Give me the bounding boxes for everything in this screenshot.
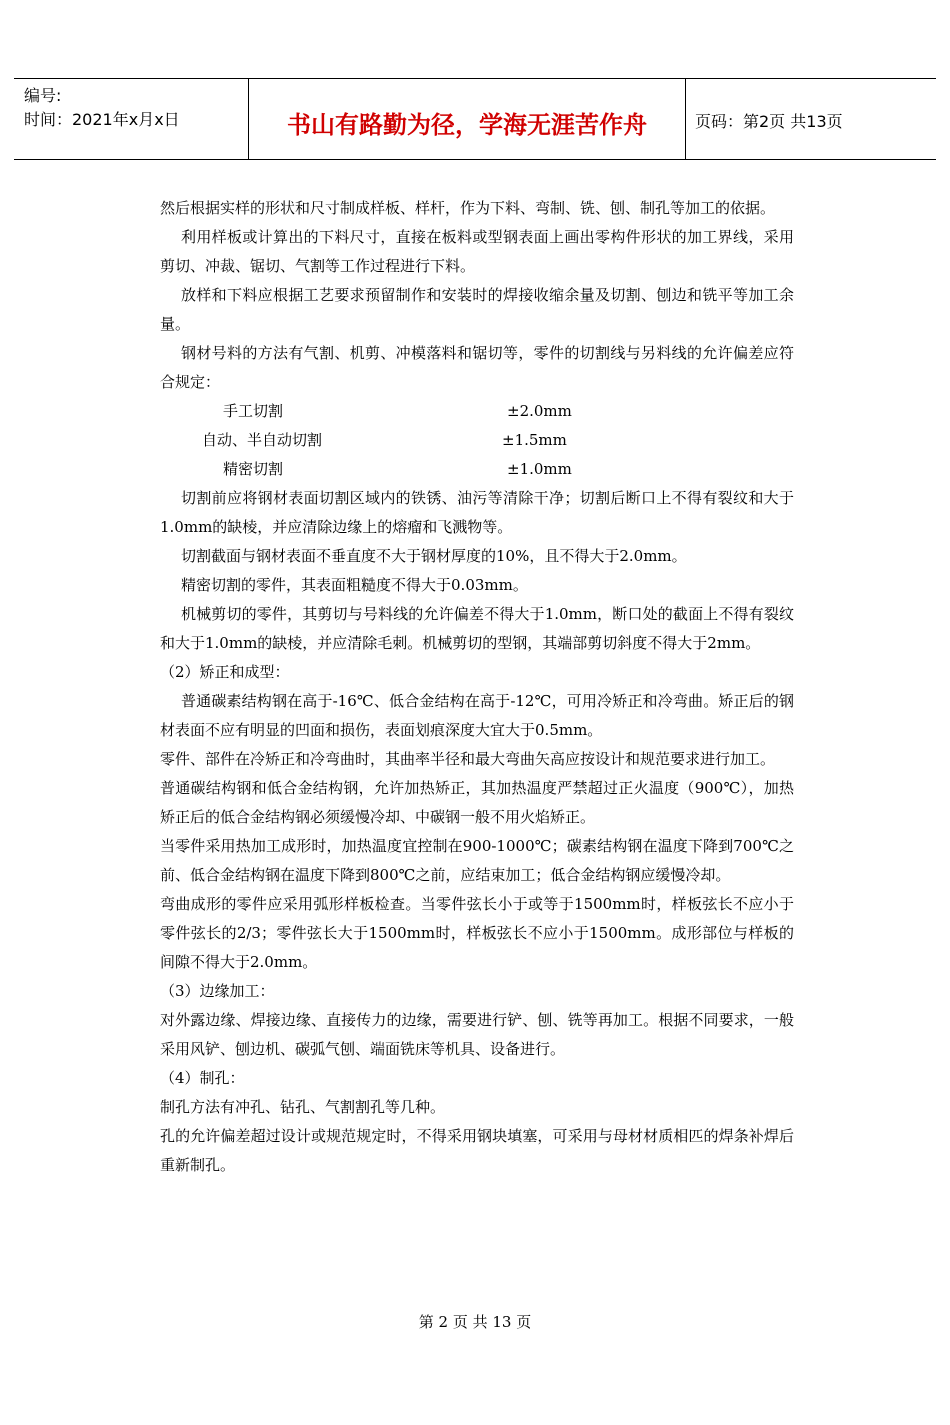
- paragraph: 利用样板或计算出的下料尺寸，直接在板料或型钢表面上画出零构件形状的加工界线，采用剪切、冲裁、锯切、气割等工作过程进行下料。: [160, 228, 794, 275]
- header-meta-cell: [14, 79, 248, 159]
- header-page-info: 页码：第2页 共13页: [695, 112, 843, 131]
- tolerance-name: 自动、半自动切割: [202, 431, 323, 449]
- section-heading: （2）矫正和成型：: [160, 663, 290, 681]
- section-heading: （4）制孔：: [160, 1069, 245, 1087]
- paragraph: 放样和下料应根据工艺要求预留制作和安装时的焊接收缩余量及切割、刨边和铣平等加工余量。: [160, 286, 794, 333]
- page-footer: 第 2 页 共 13 页: [418, 1313, 532, 1331]
- tolerance-name: 手工切割: [223, 402, 284, 420]
- tolerance-row: [160, 455, 794, 484]
- paragraph: 弯曲成形的零件应采用弧形样板检查。当零件弦长小于或等于1500mm时，样板弦长不应小于零件弦长的2/3；零件弦长大于1500mm时，样板弦长不应小于1500mm。成形部位与样板的间隙不得大于2.0mm。: [160, 895, 795, 971]
- paragraph: 普通碳素结构钢在高于-16℃、低合金结构在高于-12℃，可用冷矫正和冷弯曲。矫正后的钢材表面不应有明显的凹面和损伤，表面划痕深度大宜大于0.5mm。: [160, 692, 794, 739]
- paragraph: 精密切割的零件，其表面粗糙度不得大于0.03mm。: [181, 576, 528, 594]
- paragraph: 机械剪切的零件，其剪切与号料线的允许偏差不得大于1.0mm，断口处的截面上不得有裂纹和大于1.0mm的缺棱，并应清除毛刺。机械剪切的型钢，其端部剪切斜度不得大于2mm。: [160, 605, 794, 652]
- tolerance-value: ±2.0mm: [507, 402, 572, 420]
- paragraph: 切割前应将钢材表面切割区域内的铁锈、油污等清除干净；切割后断口上不得有裂纹和大于1.0mm的缺棱，并应清除边缘上的熔瘤和飞溅物等。: [160, 489, 794, 536]
- paragraph: 制孔方法有冲孔、钻孔、气割割孔等几种。: [160, 1098, 446, 1116]
- paragraph: 孔的允许偏差超过设计或规范规定时，不得采用钢块填塞，可采用与母材材质相匹的焊条补焊后重新制孔。: [160, 1127, 794, 1174]
- tolerance-row: [160, 426, 794, 455]
- paragraph: 钢材号料的方法有气割、机剪、冲模落料和锯切等，零件的切割线与另料线的允许偏差应符合规定：: [160, 344, 794, 391]
- page-header: [14, 78, 936, 160]
- paragraph: 对外露边缘、焊接边缘、直接传力的边缘，需要进行铲、刨、铣等再加工。根据不同要求，一般采用风铲、刨边机、碳弧气刨、端面铣床等机具、设备进行。: [160, 1011, 794, 1058]
- tolerance-value: ±1.5mm: [502, 431, 567, 449]
- section-heading: （3）边缘加工：: [160, 982, 275, 1000]
- paragraph: 当零件采用热加工成形时，加热温度宜控制在900-1000℃；碳素结构钢在温度下降到700℃之前、低合金结构钢在温度下降到800℃之前，应结束加工；低合金结构钢应缓慢冷却。: [160, 837, 794, 884]
- header-page-cell: [685, 79, 936, 159]
- tolerance-value: ±1.0mm: [507, 460, 572, 478]
- paragraph: 零件、部件在冷矫正和冷弯曲时，其曲率半径和最大弯曲矢高应按设计和规范要求进行加工。: [160, 750, 776, 768]
- paragraph: 普通碳结构钢和低合金结构钢，允许加热矫正，其加热温度严禁超过正火温度（900℃），加热矫正后的低合金结构钢必须缓慢冷却、中碳钢一般不用火焰矫正。: [160, 779, 794, 826]
- document-date: 时间：2021年x月x日: [24, 110, 180, 129]
- paragraph: 然后根据实样的形状和尺寸制成样板、样杆，作为下料、弯制、铣、刨、制孔等加工的依据。: [160, 199, 776, 217]
- paragraph: 切割截面与钢材表面不垂直度不大于钢材厚度的10%，且不得大于2.0mm。: [181, 547, 687, 565]
- document-body: [160, 194, 794, 1180]
- tolerance-row: [160, 397, 794, 426]
- header-motto: 书山有路勤为径，学海无涯苦作舟: [287, 110, 647, 139]
- header-motto-cell: [248, 79, 686, 159]
- tolerance-name: 精密切割: [223, 460, 284, 478]
- document-number-label: 编号:: [24, 86, 62, 105]
